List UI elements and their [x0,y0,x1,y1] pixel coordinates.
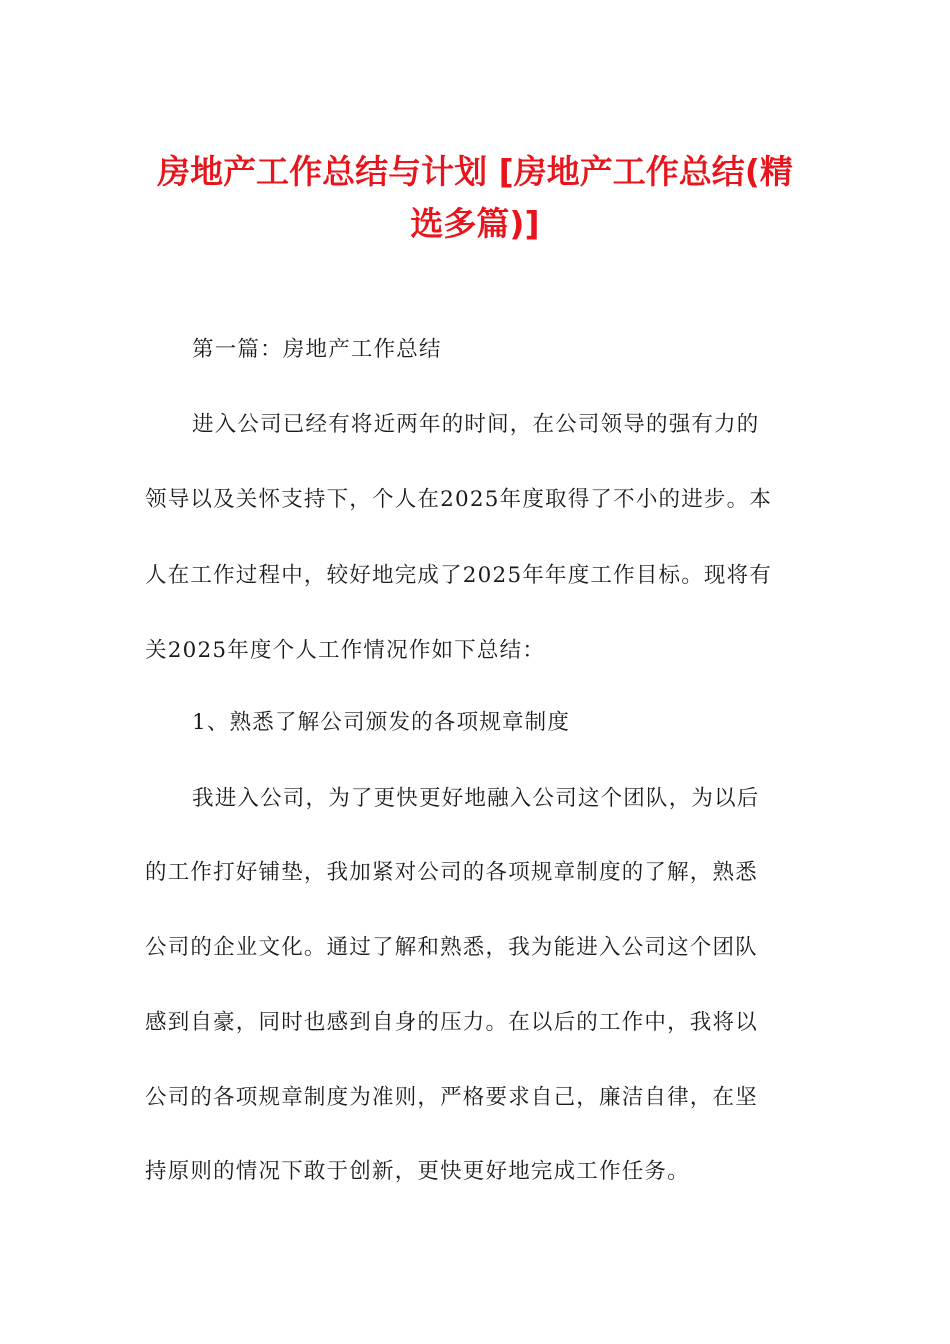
paragraph-2-line: 我进入公司，为了更快更好地融入公司这个团队，为以后 [192,786,760,811]
paragraph-1-line: 进入公司已经有将近两年的时间，在公司领导的强有力的 [192,412,760,437]
paragraph-2-line: 公司的企业文化。通过了解和熟悉，我为能进入公司这个团队 [145,935,758,960]
paragraph-2-line: 持原则的情况下敢于创新，更快更好地完成工作任务。 [145,1159,690,1184]
paragraph-1-line: 人在工作过程中，较好地完成了2025年年度工作目标。现将有 [145,563,773,588]
document-title [140,146,810,250]
paragraph-2-line: 的工作打好铺垫，我加紧对公司的各项规章制度的了解，熟悉 [145,860,758,885]
paragraph-1-line: 关2025年度个人工作情况作如下总结： [145,638,546,663]
section-heading: 第一篇：房地产工作总结 [192,337,442,362]
paragraph-2-line: 感到自豪，同时也感到自身的压力。在以后的工作中，我将以 [145,1010,758,1035]
paragraph-2-line: 公司的各项规章制度为准则，严格要求自己，廉洁自律，在坚 [145,1085,758,1110]
title-line-1: 房地产工作总结与计划 [房地产工作总结(精 [157,152,793,191]
paragraph-1-line: 领导以及关怀支持下，个人在2025年度取得了不小的进步。本 [145,487,773,512]
title-line-2: 选多篇)] [410,204,540,243]
item-1-heading: 1、熟悉了解公司颁发的各项规章制度 [192,710,571,735]
